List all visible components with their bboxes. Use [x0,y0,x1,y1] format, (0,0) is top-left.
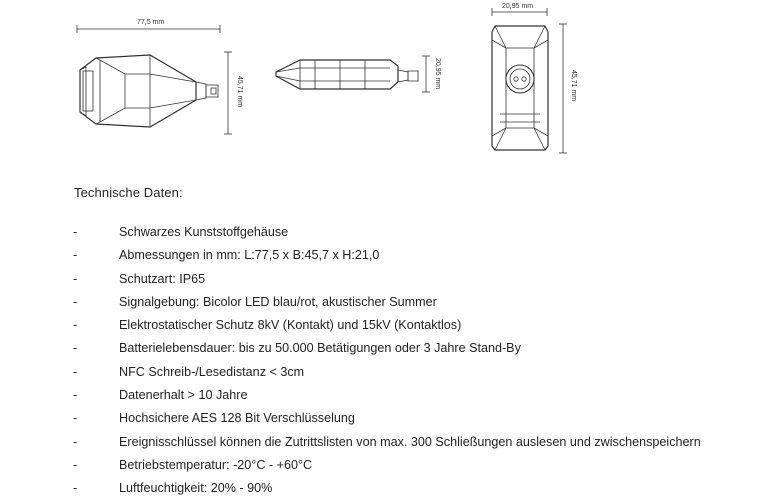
spec-text: Datenerhalt > 10 Jahre [119,388,248,403]
spec-list [0,221,767,501]
list-item [0,431,767,454]
list-bullet: - [73,364,78,379]
list-bullet: - [73,225,78,239]
list-bullet: - [73,294,78,309]
front-view-width-label: 20,95 mm [502,3,534,10]
list-item [0,221,767,244]
list-item [0,291,767,314]
spec-text: NFC Schreib-/Lesedistanz < 3cm [119,364,305,379]
list-bullet: - [73,248,78,263]
technical-drawings [0,0,767,175]
spec-text: Batterielebensdauer: bis zu 50.000 Betätigungen oder 3 Jahre Stand-By [119,341,521,356]
list-bullet: - [73,318,78,333]
spec-text: Hochsichere AES 128 Bit Verschlüsselung [119,411,355,426]
list-item [0,361,767,384]
list-bullet: - [73,341,78,356]
list-item [0,477,767,500]
front-view-height-label: 45,71 mm [570,70,577,102]
spec-text: Schutzart: IP65 [119,271,206,286]
spec-text: Abmessungen in mm: L:77,5 x B:45,7 x H:21,0 [119,248,380,263]
side-view-height-label: 45,71 mm [236,76,243,108]
list-item [0,244,767,267]
list-item [0,268,767,291]
list-item [0,407,767,430]
spec-text: Elektrostatischer Schutz 8kV (Kontakt) und 15kV (Kontaktlos) [119,318,462,333]
spec-text: Luftfeuchtigkeit: 20% - 90% [119,481,273,496]
list-item [0,337,767,360]
list-bullet: - [73,271,78,286]
spec-text: Signalgebung: Bicolor LED blau/rot, akustischer Summer [119,294,437,309]
list-bullet: - [73,457,78,472]
list-bullet: - [73,434,78,449]
spec-text: Schwarzes Kunststoffgehäuse [119,225,289,239]
list-bullet: - [73,411,78,426]
spec-text: Ereignisschlüssel können die Zutrittslisten von max. 300 Schließungen auslesen und zwischenspeichern [119,434,701,449]
side-view-width-label: 77,5 mm [137,19,165,26]
list-bullet: - [73,388,78,403]
list-bullet: - [73,481,78,496]
list-item [0,314,767,337]
technical-data-heading: Technische Daten: [74,185,183,200]
list-item [0,454,767,477]
top-view-height-label: 20,95 mm [434,58,441,90]
spec-text: Betriebstemperatur: -20°C - +60°C [119,457,313,472]
list-item [0,384,767,407]
